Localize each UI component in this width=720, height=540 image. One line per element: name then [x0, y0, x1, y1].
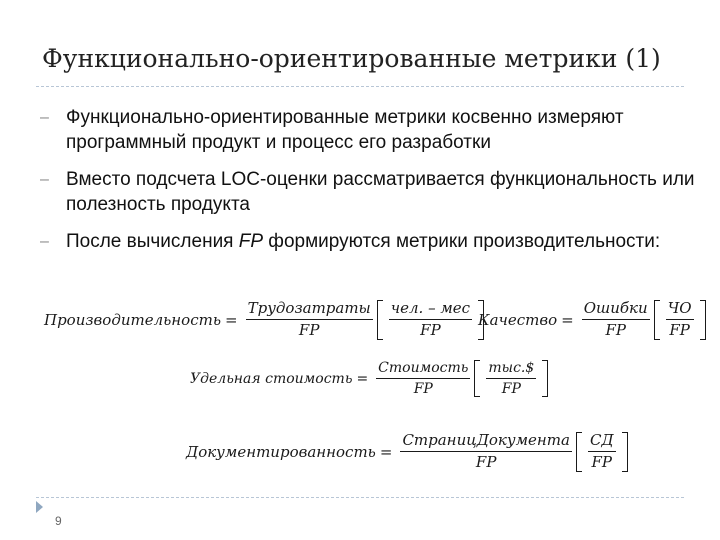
slide-title: Функционально-ориентированные метрики (1): [42, 44, 661, 73]
fraction-bar: [486, 378, 536, 379]
numerator: Трудозатраты: [247, 299, 371, 317]
denominator: FP: [475, 453, 497, 472]
unit-bracket: [377, 300, 484, 340]
fraction: [376, 360, 470, 397]
formula-unit-cost: [190, 360, 548, 397]
formula-documentation: [186, 432, 628, 472]
right-bracket: [622, 432, 628, 472]
numerator: Ошибки: [583, 299, 648, 317]
unit-denominator: FP: [420, 321, 441, 340]
left-bracket: [377, 300, 383, 340]
unit-fraction: [389, 300, 472, 340]
left-bracket: [474, 360, 480, 397]
bullet-text-prefix: После вычисления: [66, 231, 239, 252]
bullet-item: [40, 167, 700, 217]
title-divider: [36, 86, 684, 87]
bullet-text: Вместо подсчета LOC-оценки рассматривается функциональность или полезность продукта: [66, 169, 695, 215]
fraction-bar: [376, 378, 470, 379]
formula-label: Документированность: [186, 442, 376, 461]
fraction: [582, 300, 650, 340]
fraction-bar: [246, 319, 373, 320]
unit-numerator: ЧО: [667, 299, 692, 317]
unit-denominator: FP: [501, 381, 521, 398]
denominator: FP: [298, 321, 320, 340]
fraction-bar: [666, 319, 694, 320]
denominator: FP: [413, 381, 433, 398]
formula-label: Качество: [478, 310, 558, 329]
unit-denominator: FP: [591, 453, 613, 472]
unit-bracket: [576, 432, 628, 472]
bullet-text: Функционально-ориентированные метрики косвенно измеряют программный продукт и процесс его разработки: [66, 107, 624, 153]
bullet-text-emphasis: FP: [238, 231, 264, 252]
bullet-text-suffix: формируются метрики производительности:: [263, 231, 661, 252]
bullet-list: [40, 105, 700, 266]
bullet-dash: –: [40, 171, 49, 188]
formula-productivity: [44, 300, 484, 340]
numerator: СтраницДокумента: [402, 431, 570, 449]
equals-sign: =: [379, 442, 393, 461]
bullet-dash: –: [40, 109, 49, 126]
unit-denominator: FP: [669, 321, 690, 340]
equals-sign: =: [561, 310, 574, 329]
fraction-bar: [588, 451, 616, 452]
fraction: [400, 432, 572, 472]
formula-label: Производительность: [44, 310, 222, 329]
fraction-bar: [400, 451, 572, 452]
formula-label: Удельная стоимость: [190, 370, 353, 387]
denominator: FP: [605, 321, 626, 340]
right-bracket: [700, 300, 706, 340]
fraction: [246, 300, 373, 340]
unit-bracket: [654, 300, 706, 340]
bullet-dash: –: [40, 233, 49, 250]
footer-divider: [36, 497, 684, 498]
equals-sign: =: [225, 310, 238, 329]
left-bracket: [576, 432, 582, 472]
unit-fraction: [666, 300, 694, 340]
unit-fraction: [588, 432, 616, 472]
numerator: Стоимость: [378, 360, 469, 376]
fraction-bar: [389, 319, 472, 320]
left-bracket: [654, 300, 660, 340]
unit-numerator: тыс.$: [488, 360, 535, 376]
right-bracket: [542, 360, 548, 397]
unit-numerator: СД: [589, 431, 614, 449]
fraction-bar: [582, 319, 650, 320]
page-number: 9: [55, 514, 62, 528]
unit-bracket: [474, 360, 548, 397]
bullet-item: [40, 229, 700, 254]
formula-quality: [478, 300, 706, 340]
equals-sign: =: [356, 370, 369, 387]
bullet-item: [40, 105, 700, 155]
unit-numerator: чел. – мес: [390, 299, 471, 317]
footer-arrow-icon: [36, 501, 43, 513]
unit-fraction: [486, 360, 536, 397]
